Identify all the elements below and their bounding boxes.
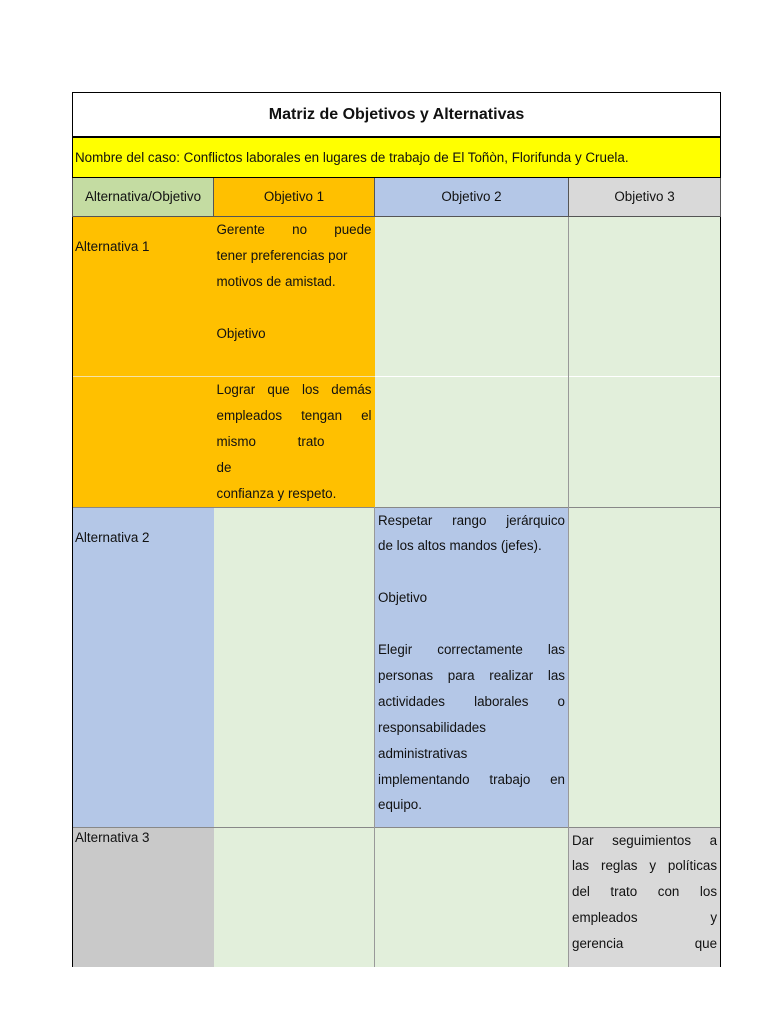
- a1-objective-1-cell: [214, 217, 375, 377]
- a1-continuation-label-cell: [73, 377, 214, 508]
- alternative-1-label: Alternativa 1: [73, 217, 214, 377]
- a1-text-line: tener preferencias por: [216, 247, 348, 263]
- a2-blank-line: [378, 611, 565, 637]
- alternative-3-label: Alternativa 3: [73, 827, 214, 967]
- a2-text-line: personas para realizar las: [378, 667, 565, 683]
- a2-objective-3-cell: [569, 507, 721, 827]
- a3-text-line: empleados y: [572, 910, 718, 926]
- a2-text-line: Elegir correctamente las: [378, 642, 565, 658]
- a1-blank-line: [217, 295, 372, 321]
- a1-objective-label: Objetivo: [216, 325, 266, 341]
- a2-text-line: actividades laborales o: [378, 693, 565, 709]
- a2-text-line: Respetar rango jerárquico: [378, 512, 565, 528]
- a2-text-line: equipo.: [378, 797, 422, 813]
- a3-objective-3-cell: [569, 827, 721, 967]
- a1-objective-text-line: mismo trato de: [216, 433, 325, 475]
- a1-text-line: Gerente no puede: [216, 222, 372, 237]
- objectives-matrix-sheet: [72, 92, 720, 952]
- matrix-table: [72, 92, 721, 967]
- header-objective-1: Objetivo 1: [214, 178, 375, 217]
- a1-objective-2-cont-cell: [375, 377, 569, 508]
- a1-objective-text-line: Lograr que los demás: [216, 382, 372, 397]
- a1-text-line: motivos de amistad.: [216, 273, 336, 289]
- a2-text-line: de los altos mandos (jefes).: [378, 538, 542, 554]
- header-objective-2: Objetivo 2: [375, 178, 569, 217]
- page-title: Matriz de Objetivos y Alternativas: [73, 93, 721, 138]
- alternative-2-label: Alternativa 2: [73, 507, 214, 827]
- a1-objective-text-line: confianza y respeto.: [216, 485, 337, 501]
- case-name-line: Nombre del caso: Conflictos laborales en lugares de trabajo de El Toñòn, Florifunda y Cruela.: [73, 137, 721, 178]
- a2-blank-line: [378, 559, 565, 585]
- a2-objective-2-cell: [375, 507, 569, 827]
- a3-objective-2-cell: [375, 827, 569, 967]
- a1-objective-3-cell: [569, 217, 721, 377]
- a3-text-line: las reglas y políticas: [572, 858, 718, 874]
- a2-objective-label: Objetivo: [378, 590, 428, 606]
- a2-text-line: administrativas: [378, 745, 468, 761]
- a1-objective-1-cont-cell: [214, 377, 375, 508]
- header-alternative-objective: Alternativa/Objetivo: [73, 178, 214, 217]
- a2-text-line: responsabilidades: [378, 719, 486, 735]
- a2-text-line: implementando trabajo en: [378, 771, 565, 787]
- a1-objective-3-cont-cell: [569, 377, 721, 508]
- a3-text-line: del trato con los: [572, 884, 718, 900]
- header-objective-3: Objetivo 3: [569, 178, 721, 217]
- a1-objective-2-cell: [375, 217, 569, 377]
- a2-objective-1-cell: [214, 507, 375, 827]
- a3-objective-1-cell: [214, 827, 375, 967]
- a1-objective-text-line: empleados tengan el: [216, 407, 372, 423]
- a3-text-line: gerencia que: [572, 936, 718, 952]
- a3-text-line: Dar seguimientos a: [572, 832, 718, 848]
